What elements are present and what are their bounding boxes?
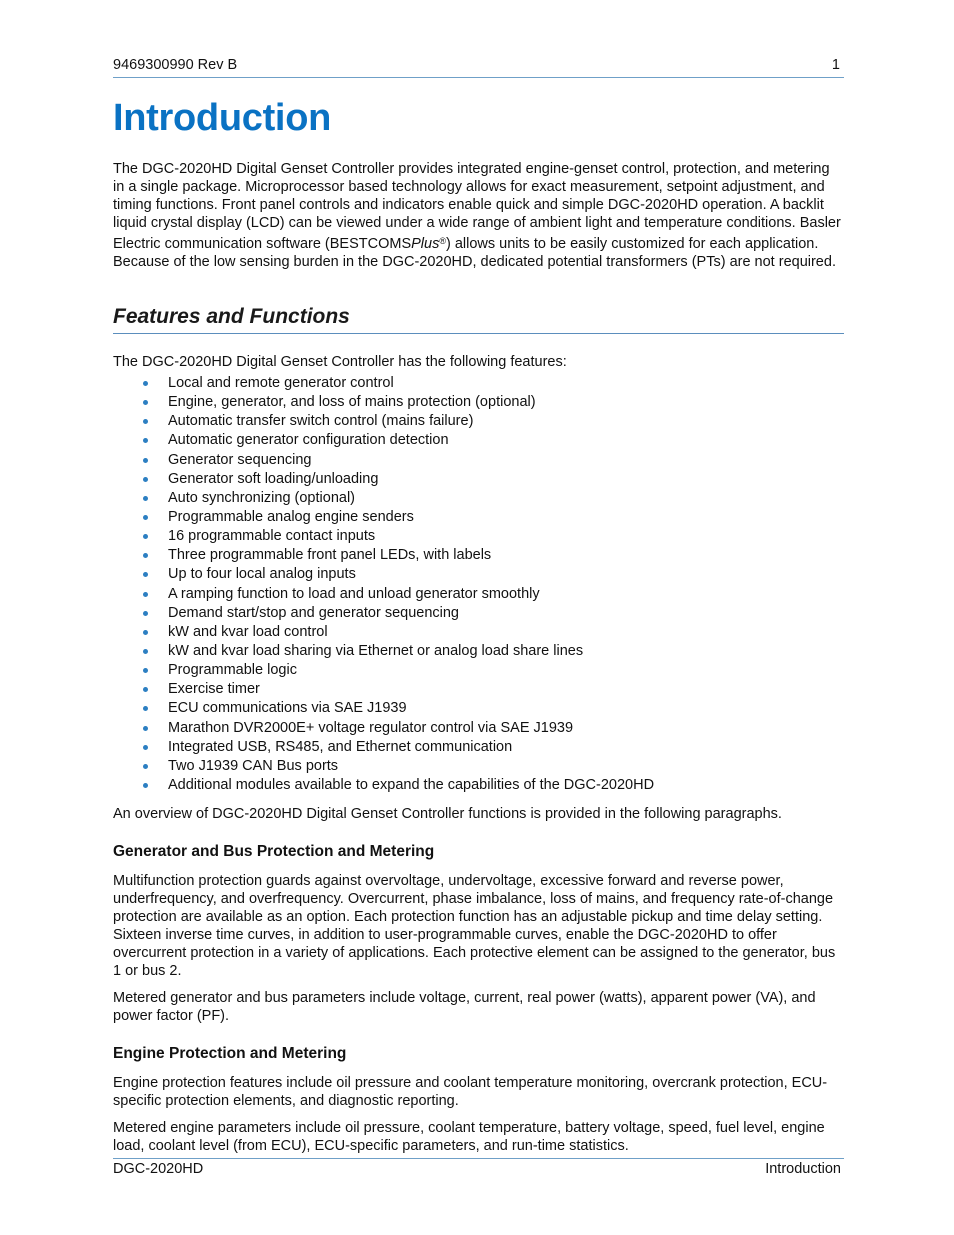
engine-paragraph-2: Metered engine parameters include oil pressure, coolant temperature, battery voltage, speed, fuel level, engine load, coolant level (from ECU), ECU-specific parameters, and run-time statistics. — [113, 1120, 825, 1155]
footer-product: DGC-2020HD — [113, 1161, 204, 1177]
page-header — [113, 56, 844, 78]
feature-list — [113, 374, 844, 795]
feature-text: Generator sequencing — [168, 451, 312, 468]
feature-item — [113, 546, 844, 565]
bullet-icon — [143, 438, 148, 443]
feature-item — [113, 623, 844, 642]
bullet-icon — [143, 706, 148, 711]
feature-text: 16 programmable contact inputs — [168, 528, 376, 545]
feature-item — [113, 527, 844, 546]
bullet-icon — [143, 764, 148, 769]
feature-text: Two J1939 CAN Bus ports — [168, 757, 339, 774]
features-intro: The DGC-2020HD Digital Genset Controller has the following features: — [113, 354, 567, 370]
feature-text: Programmable analog engine senders — [168, 508, 414, 525]
bullet-icon — [143, 592, 148, 597]
generator-paragraph-2: Metered generator and bus parameters include voltage, current, real power (watts), apparent power (VA), and power factor (PF). — [113, 990, 816, 1025]
engine-section-heading: Engine Protection and Metering — [113, 1045, 347, 1062]
feature-item — [113, 374, 844, 393]
page-title: Introduction — [113, 97, 332, 139]
feature-item — [113, 738, 844, 757]
bullet-icon — [143, 419, 148, 424]
bullet-icon — [143, 611, 148, 616]
bullet-icon — [143, 649, 148, 654]
engine-paragraph-1: Engine protection features include oil pressure and coolant temperature monitoring, overcrank protection, ECU-specific protection elements, and diagnostic reporting. — [113, 1075, 828, 1110]
bullet-icon — [143, 726, 148, 731]
feature-item — [113, 719, 844, 738]
bullet-icon — [143, 496, 148, 501]
feature-item — [113, 412, 844, 431]
bullet-icon — [143, 477, 148, 482]
feature-text: Exercise timer — [168, 681, 260, 698]
feature-text: Engine, generator, and loss of mains protection (optional) — [168, 394, 536, 411]
bullet-icon — [143, 687, 148, 692]
generator-section-heading: Generator and Bus Protection and Metering — [113, 843, 435, 860]
feature-item — [113, 680, 844, 699]
feature-item — [113, 431, 844, 450]
bullet-icon — [143, 745, 148, 750]
bullet-icon — [143, 534, 148, 539]
feature-item — [113, 757, 844, 776]
feature-item — [113, 451, 844, 470]
bullet-icon — [143, 381, 148, 386]
bullet-icon — [143, 458, 148, 463]
bullet-icon — [143, 630, 148, 635]
feature-item — [113, 565, 844, 584]
feature-item — [113, 585, 844, 604]
footer-section: Introduction — [765, 1161, 841, 1177]
feature-item — [113, 604, 844, 623]
feature-item — [113, 508, 844, 527]
generator-paragraph-1: Multifunction protection guards against overvoltage, undervoltage, excessive forward and reverse power, underfrequency, and overfrequency. Overcurrent, phase imbalance, loss of mains, and frequency rate-of-change protection are available as an option. Each protection function has an adjustable pickup and time delay setting. Sixteen inverse time curves, in addition to user-programmable curves, enable the DGC-2020HD to offer overcurrent protection in a variety of applications. Each protective element can be assigned to the generator, bus 1 or bus 2. — [113, 873, 836, 980]
feature-item — [113, 661, 844, 680]
feature-text: kW and kvar load control — [168, 623, 328, 640]
intro-paragraph: The DGC-2020HD Digital Genset Controller provides integrated engine-genset control, protection, and metering in a single package. Microprocessor based technology allows for exact measurement, setpoint adjustment, and timing functions. Front panel controls and indicators enable quick and simple DGC-2020HD operation. A backlit liquid crystal display (LCD) can be viewed under a wide range of ambient light and temperature conditions. Basler Electric communication software (BESTCOMSPlus®) allows units to be easily customized for each application. Because of the low sensing burden in the DGC-2020HD, dedicated potential transformers (PTs) are not required. — [113, 161, 841, 271]
bullet-icon — [143, 572, 148, 577]
bullet-icon — [143, 783, 148, 788]
feature-text: Integrated USB, RS485, and Ethernet communication — [168, 738, 513, 755]
feature-item — [113, 642, 844, 661]
feature-text: Additional modules available to expand the capabilities of the DGC-2020HD — [168, 776, 655, 793]
bullet-icon — [143, 400, 148, 405]
feature-text: Generator soft loading/unloading — [168, 470, 379, 487]
page-footer — [113, 1158, 844, 1181]
bullet-icon — [143, 515, 148, 520]
feature-text: ECU communications via SAE J1939 — [168, 700, 407, 717]
bullet-icon — [143, 668, 148, 673]
feature-text: kW and kvar load sharing via Ethernet or analog load share lines — [168, 642, 584, 659]
overview-paragraph: An overview of DGC-2020HD Digital Genset Controller functions is provided in the following paragraphs. — [113, 806, 782, 822]
feature-text: Three programmable front panel LEDs, with labels — [168, 547, 492, 564]
feature-text: Demand start/stop and generator sequencing — [168, 604, 459, 621]
feature-text: Auto synchronizing (optional) — [168, 489, 355, 506]
feature-text: Up to four local analog inputs — [168, 566, 356, 583]
feature-item — [113, 470, 844, 489]
feature-item — [113, 699, 844, 718]
feature-text: Marathon DVR2000E+ voltage regulator control via SAE J1939 — [168, 719, 574, 736]
feature-text: Programmable logic — [168, 662, 297, 679]
feature-text: Automatic transfer switch control (mains failure) — [168, 413, 474, 430]
feature-item — [113, 776, 844, 795]
feature-item — [113, 393, 844, 412]
bullet-icon — [143, 553, 148, 558]
feature-text: Automatic generator configuration detection — [168, 432, 449, 449]
page-number: 1 — [831, 57, 840, 73]
doc-number: 9469300990 Rev B — [113, 57, 238, 73]
features-heading: Features and Functions — [113, 305, 844, 334]
feature-text: A ramping function to load and unload generator smoothly — [168, 585, 540, 602]
feature-item — [113, 489, 844, 508]
feature-text: Local and remote generator control — [168, 375, 394, 391]
